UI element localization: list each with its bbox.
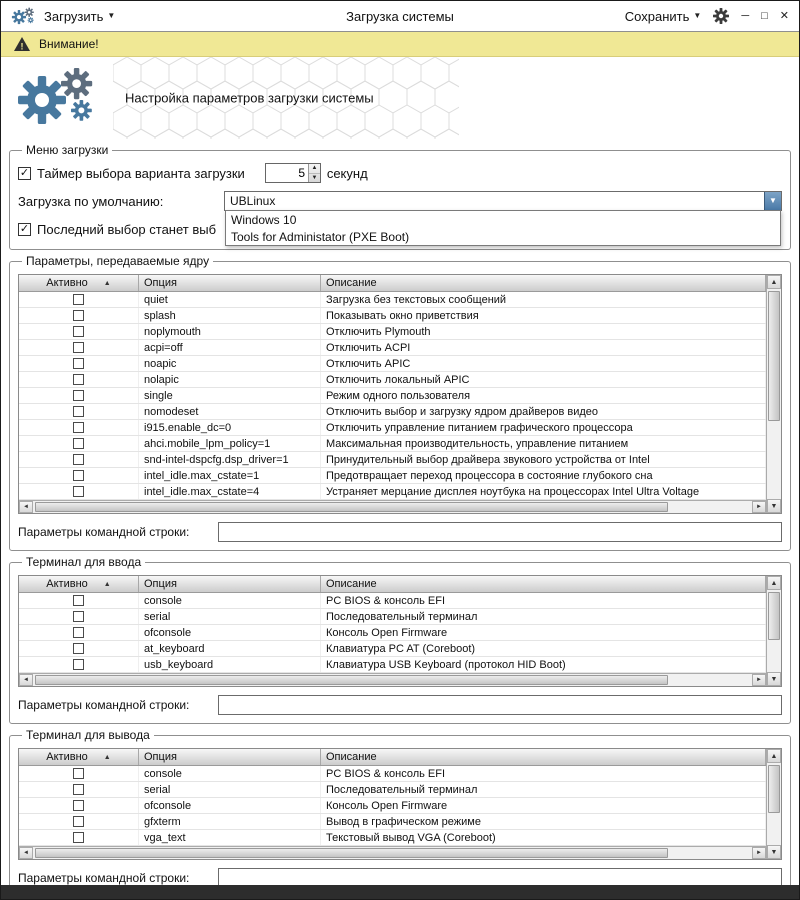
option-cell: ahci.mobile_lpm_policy=1 <box>139 436 321 451</box>
description-cell: Отключить APIC <box>321 356 766 371</box>
row-checkbox[interactable] <box>73 486 84 497</box>
table-row[interactable] <box>19 420 766 436</box>
timer-checkbox[interactable]: ✓ <box>19 166 30 179</box>
horizontal-scrollbar[interactable] <box>19 500 766 513</box>
description-cell: Последовательный терминал <box>321 782 766 797</box>
option-cell: splash <box>139 308 321 323</box>
active-cell <box>19 388 139 403</box>
table-row[interactable] <box>19 292 766 308</box>
description-cell: Отключить Plymouth <box>321 324 766 339</box>
vscroll-track[interactable] <box>767 763 781 845</box>
column-label: Активно <box>46 751 88 763</box>
column-header-active[interactable] <box>19 275 139 291</box>
active-cell <box>19 782 139 797</box>
column-header-option[interactable] <box>139 275 321 291</box>
active-cell <box>19 657 139 672</box>
page-header <box>1 57 799 139</box>
horizontal-scrollbar[interactable] <box>19 673 766 686</box>
maximize-button[interactable]: □ <box>761 9 768 22</box>
row-checkbox[interactable] <box>73 438 84 449</box>
row-checkbox[interactable] <box>73 611 84 622</box>
default-boot-combobox[interactable] <box>224 191 782 244</box>
table-row[interactable] <box>19 340 766 356</box>
column-label: Описание <box>326 578 377 590</box>
titlebar <box>1 1 799 31</box>
kernel-params-legend: Параметры, передаваемые ядру <box>26 254 210 268</box>
description-cell: Максимальная производительность, управление питанием <box>321 436 766 451</box>
description-cell: Клавиатура USB Keyboard (протокол HID Boot) <box>321 657 766 672</box>
load-menu-button[interactable] <box>44 9 115 24</box>
kernel-params-group <box>9 254 791 551</box>
active-cell <box>19 468 139 483</box>
table-body <box>19 593 766 673</box>
input-terminal-cmdline-label: Параметры командной строки: <box>18 698 190 712</box>
scroll-left-icon[interactable]: ◄ <box>19 501 33 513</box>
warning-triangle-icon <box>13 36 31 52</box>
scroll-right-icon[interactable]: ► <box>752 674 766 686</box>
scroll-up-icon[interactable]: ▲ <box>767 749 781 763</box>
row-checkbox[interactable] <box>73 390 84 401</box>
column-label: Опция <box>144 751 177 763</box>
row-checkbox[interactable] <box>73 326 84 337</box>
table-body <box>19 766 766 846</box>
row-checkbox[interactable] <box>73 470 84 481</box>
option-cell: serial <box>139 609 321 624</box>
kernel-cmdline-label: Параметры командной строки: <box>18 525 190 539</box>
spin-down-icon[interactable]: ▼ <box>311 174 318 181</box>
sort-asc-icon: ▲ <box>103 753 111 761</box>
timer-unit-label: секунд <box>326 165 368 181</box>
description-cell: Показывать окно приветствия <box>321 308 766 323</box>
option-cell: usb_keyboard <box>139 657 321 672</box>
table-row[interactable] <box>19 324 766 340</box>
row-checkbox[interactable] <box>73 595 84 606</box>
timer-spinner[interactable] <box>265 163 321 183</box>
table-row[interactable] <box>19 814 766 830</box>
active-cell <box>19 356 139 371</box>
scroll-down-icon[interactable]: ▼ <box>767 499 781 513</box>
vscroll-track[interactable] <box>767 590 781 672</box>
table-row[interactable] <box>19 356 766 372</box>
row-checkbox[interactable] <box>73 406 84 417</box>
option-cell: single <box>139 388 321 403</box>
timer-value-input[interactable] <box>266 164 308 182</box>
kernel-cmdline-row <box>18 522 782 542</box>
option-cell: intel_idle.max_cstate=1 <box>139 468 321 483</box>
active-cell <box>19 641 139 656</box>
vertical-scrollbar[interactable] <box>766 749 781 859</box>
active-cell <box>19 798 139 813</box>
column-header-description[interactable] <box>321 576 766 592</box>
active-cell <box>19 830 139 845</box>
output-terminal-table <box>18 748 782 860</box>
warning-banner <box>1 31 799 57</box>
description-cell: Отключить локальный APIC <box>321 372 766 387</box>
table-row[interactable] <box>19 436 766 452</box>
column-header-description[interactable] <box>321 749 766 765</box>
scroll-down-icon[interactable]: ▼ <box>767 672 781 686</box>
last-choice-label: Последний выбор станет выб <box>37 221 217 237</box>
column-label: Описание <box>326 751 377 763</box>
table-row[interactable] <box>19 593 766 609</box>
hscroll-track[interactable] <box>33 847 752 859</box>
row-checkbox[interactable] <box>73 342 84 353</box>
active-cell <box>19 404 139 419</box>
output-terminal-group <box>9 728 791 897</box>
chevron-down-icon: ▼ <box>769 196 777 205</box>
horizontal-scrollbar[interactable] <box>19 846 766 859</box>
scroll-right-icon[interactable]: ► <box>752 847 766 859</box>
vertical-scrollbar[interactable] <box>766 576 781 686</box>
table-main <box>19 576 766 686</box>
option-cell: noapic <box>139 356 321 371</box>
input-terminal-group <box>9 555 791 724</box>
combobox-arrow-button[interactable] <box>764 192 781 210</box>
row-checkbox[interactable] <box>73 816 84 827</box>
scroll-left-icon[interactable]: ◄ <box>19 847 33 859</box>
option-cell: quiet <box>139 292 321 307</box>
table-row[interactable] <box>19 468 766 484</box>
description-cell: PC BIOS & консоль EFI <box>321 593 766 608</box>
column-header-active[interactable] <box>19 749 139 765</box>
dropdown-option[interactable]: Windows 10 <box>226 211 780 228</box>
description-cell: PC BIOS & консоль EFI <box>321 766 766 781</box>
table-body <box>19 292 766 500</box>
titlebar-left <box>11 7 115 26</box>
table-header <box>19 749 766 766</box>
description-cell: Последовательный терминал <box>321 609 766 624</box>
table-main <box>19 749 766 859</box>
table-row[interactable] <box>19 609 766 625</box>
active-cell <box>19 340 139 355</box>
active-cell <box>19 292 139 307</box>
option-cell: ofconsole <box>139 625 321 640</box>
app-gears-icon <box>11 7 37 26</box>
kernel-cmdline-input[interactable] <box>218 522 782 542</box>
row-checkbox[interactable] <box>73 294 84 305</box>
active-cell <box>19 625 139 640</box>
column-header-option[interactable] <box>139 749 321 765</box>
column-header-option[interactable] <box>139 576 321 592</box>
description-cell: Клавиатура PC AT (Coreboot) <box>321 641 766 656</box>
row-checkbox[interactable] <box>73 784 84 795</box>
column-label: Активно <box>46 578 88 590</box>
sort-asc-icon: ▲ <box>103 279 111 287</box>
output-terminal-cmdline-label: Параметры командной строки: <box>18 871 190 885</box>
hscroll-thumb[interactable] <box>35 502 668 512</box>
input-terminal-cmdline-input[interactable] <box>218 695 782 715</box>
column-label: Активно <box>46 277 88 289</box>
kernel-params-table <box>18 274 782 514</box>
description-cell: Принудительный выбор драйвера звукового устройства от Intel <box>321 452 766 467</box>
minimize-button[interactable]: ─ <box>741 9 750 22</box>
row-checkbox[interactable] <box>73 800 84 811</box>
chevron-down-icon: ▼ <box>693 11 702 20</box>
description-cell: Текстовый вывод VGA (Coreboot) <box>321 830 766 845</box>
active-cell <box>19 420 139 435</box>
option-cell: console <box>139 593 321 608</box>
row-checkbox[interactable] <box>73 374 84 385</box>
option-cell: acpi=off <box>139 340 321 355</box>
description-cell: Режим одного пользователя <box>321 388 766 403</box>
save-menu-button[interactable] <box>625 9 702 24</box>
input-terminal-table <box>18 575 782 687</box>
table-row[interactable] <box>19 657 766 673</box>
row-checkbox[interactable] <box>73 422 84 433</box>
active-cell <box>19 814 139 829</box>
load-menu-label: Загрузить <box>44 8 104 24</box>
option-cell: console <box>139 766 321 781</box>
combobox-value: UBLinux <box>230 194 276 208</box>
chevron-down-icon: ▼ <box>107 11 116 20</box>
active-cell <box>19 308 139 323</box>
window-title: Загрузка системы <box>346 8 454 24</box>
hscroll-thumb[interactable] <box>35 675 668 685</box>
option-cell: intel_idle.max_cstate=4 <box>139 484 321 499</box>
option-cell: serial <box>139 782 321 797</box>
table-row[interactable] <box>19 404 766 420</box>
close-button[interactable]: ✕ <box>779 9 789 22</box>
column-header-description[interactable] <box>321 275 766 291</box>
vscroll-track[interactable] <box>767 289 781 499</box>
row-checkbox[interactable] <box>73 643 84 654</box>
option-cell: i915.enable_dc=0 <box>139 420 321 435</box>
option-cell: nomodeset <box>139 404 321 419</box>
settings-gear-icon[interactable] <box>713 8 729 24</box>
input-terminal-cmdline-row <box>18 695 782 715</box>
vscroll-thumb[interactable] <box>768 592 780 640</box>
row-checkbox[interactable] <box>73 310 84 321</box>
description-cell: Отключить ACPI <box>321 340 766 355</box>
option-cell: ofconsole <box>139 798 321 813</box>
row-checkbox[interactable] <box>73 659 84 670</box>
description-cell: Отключить выбор и загрузку ядром драйверов видео <box>321 404 766 419</box>
option-cell: vga_text <box>139 830 321 845</box>
description-cell: Консоль Open Firmware <box>321 625 766 640</box>
vscroll-thumb[interactable] <box>768 291 780 421</box>
scroll-down-icon[interactable]: ▼ <box>767 845 781 859</box>
table-row[interactable] <box>19 308 766 324</box>
active-cell <box>19 609 139 624</box>
page-title: Настройка параметров загрузки системы <box>125 90 374 106</box>
option-cell: gfxterm <box>139 814 321 829</box>
option-cell: at_keyboard <box>139 641 321 656</box>
description-cell: Устраняет мерцание дисплея ноутбука на процессорах Intel Ultra Voltage <box>321 484 766 499</box>
boot-menu-legend: Меню загрузки <box>26 143 109 157</box>
description-cell: Отключить управление питанием графического процессора <box>321 420 766 435</box>
row-checkbox[interactable] <box>73 627 84 638</box>
vscroll-thumb[interactable] <box>768 765 780 813</box>
spin-up-icon[interactable]: ▲ <box>309 164 320 174</box>
save-menu-label: Сохранить <box>624 8 690 24</box>
scroll-up-icon[interactable]: ▲ <box>767 275 781 289</box>
table-header <box>19 576 766 593</box>
option-cell: snd-intel-dspcfg.dsp_driver=1 <box>139 452 321 467</box>
row-checkbox[interactable] <box>73 832 84 843</box>
table-row[interactable] <box>19 388 766 404</box>
table-row[interactable] <box>19 372 766 388</box>
active-cell <box>19 324 139 339</box>
dropdown-option[interactable]: Tools for Administator (PXE Boot) <box>226 228 780 245</box>
hscroll-thumb[interactable] <box>35 848 668 858</box>
active-cell <box>19 452 139 467</box>
dropdown-list <box>225 210 781 246</box>
gears-logo <box>15 66 103 135</box>
option-cell: nolapic <box>139 372 321 387</box>
active-cell <box>19 766 139 781</box>
option-cell: noplymouth <box>139 324 321 339</box>
table-row[interactable] <box>19 782 766 798</box>
output-terminal-legend: Терминал для вывода <box>26 728 150 742</box>
description-cell: Загрузка без текстовых сообщений <box>321 292 766 307</box>
boot-menu-group <box>9 143 791 250</box>
table-row[interactable] <box>19 625 766 641</box>
description-cell: Консоль Open Firmware <box>321 798 766 813</box>
column-label: Опция <box>144 578 177 590</box>
description-cell: Вывод в графическом режиме <box>321 814 766 829</box>
description-cell: Предотвращает переход процессора в состояние глубокого сна <box>321 468 766 483</box>
table-row[interactable] <box>19 452 766 468</box>
active-cell <box>19 436 139 451</box>
table-row[interactable] <box>19 484 766 500</box>
table-header <box>19 275 766 292</box>
warning-label: Внимание! <box>39 37 99 51</box>
table-main <box>19 275 766 513</box>
column-header-active[interactable] <box>19 576 139 592</box>
last-choice-checkbox[interactable]: ✓ <box>19 222 30 235</box>
row-checkbox[interactable] <box>73 768 84 779</box>
footer-bar <box>1 885 799 899</box>
svg-text:!: ! <box>20 41 24 52</box>
timer-label: Таймер выбора варианта загрузки <box>37 165 245 181</box>
sort-asc-icon: ▲ <box>103 580 111 588</box>
timer-row <box>18 161 782 185</box>
table-row[interactable] <box>19 766 766 782</box>
scroll-up-icon[interactable]: ▲ <box>767 576 781 590</box>
titlebar-right <box>625 8 789 24</box>
vertical-scrollbar[interactable] <box>766 275 781 513</box>
column-label: Опция <box>144 277 177 289</box>
default-boot-label: Загрузка по умолчанию: <box>18 193 164 209</box>
input-terminal-legend: Терминал для ввода <box>26 555 142 569</box>
row-checkbox[interactable] <box>73 358 84 369</box>
spinner-buttons <box>308 164 320 182</box>
column-label: Описание <box>326 277 377 289</box>
table-row[interactable] <box>19 798 766 814</box>
table-row[interactable] <box>19 830 766 846</box>
scroll-left-icon[interactable]: ◄ <box>19 674 33 686</box>
active-cell <box>19 593 139 608</box>
hscroll-track[interactable] <box>33 674 752 686</box>
hscroll-track[interactable] <box>33 501 752 513</box>
active-cell <box>19 484 139 499</box>
table-row[interactable] <box>19 641 766 657</box>
active-cell <box>19 372 139 387</box>
scroll-right-icon[interactable]: ► <box>752 501 766 513</box>
row-checkbox[interactable] <box>73 454 84 465</box>
